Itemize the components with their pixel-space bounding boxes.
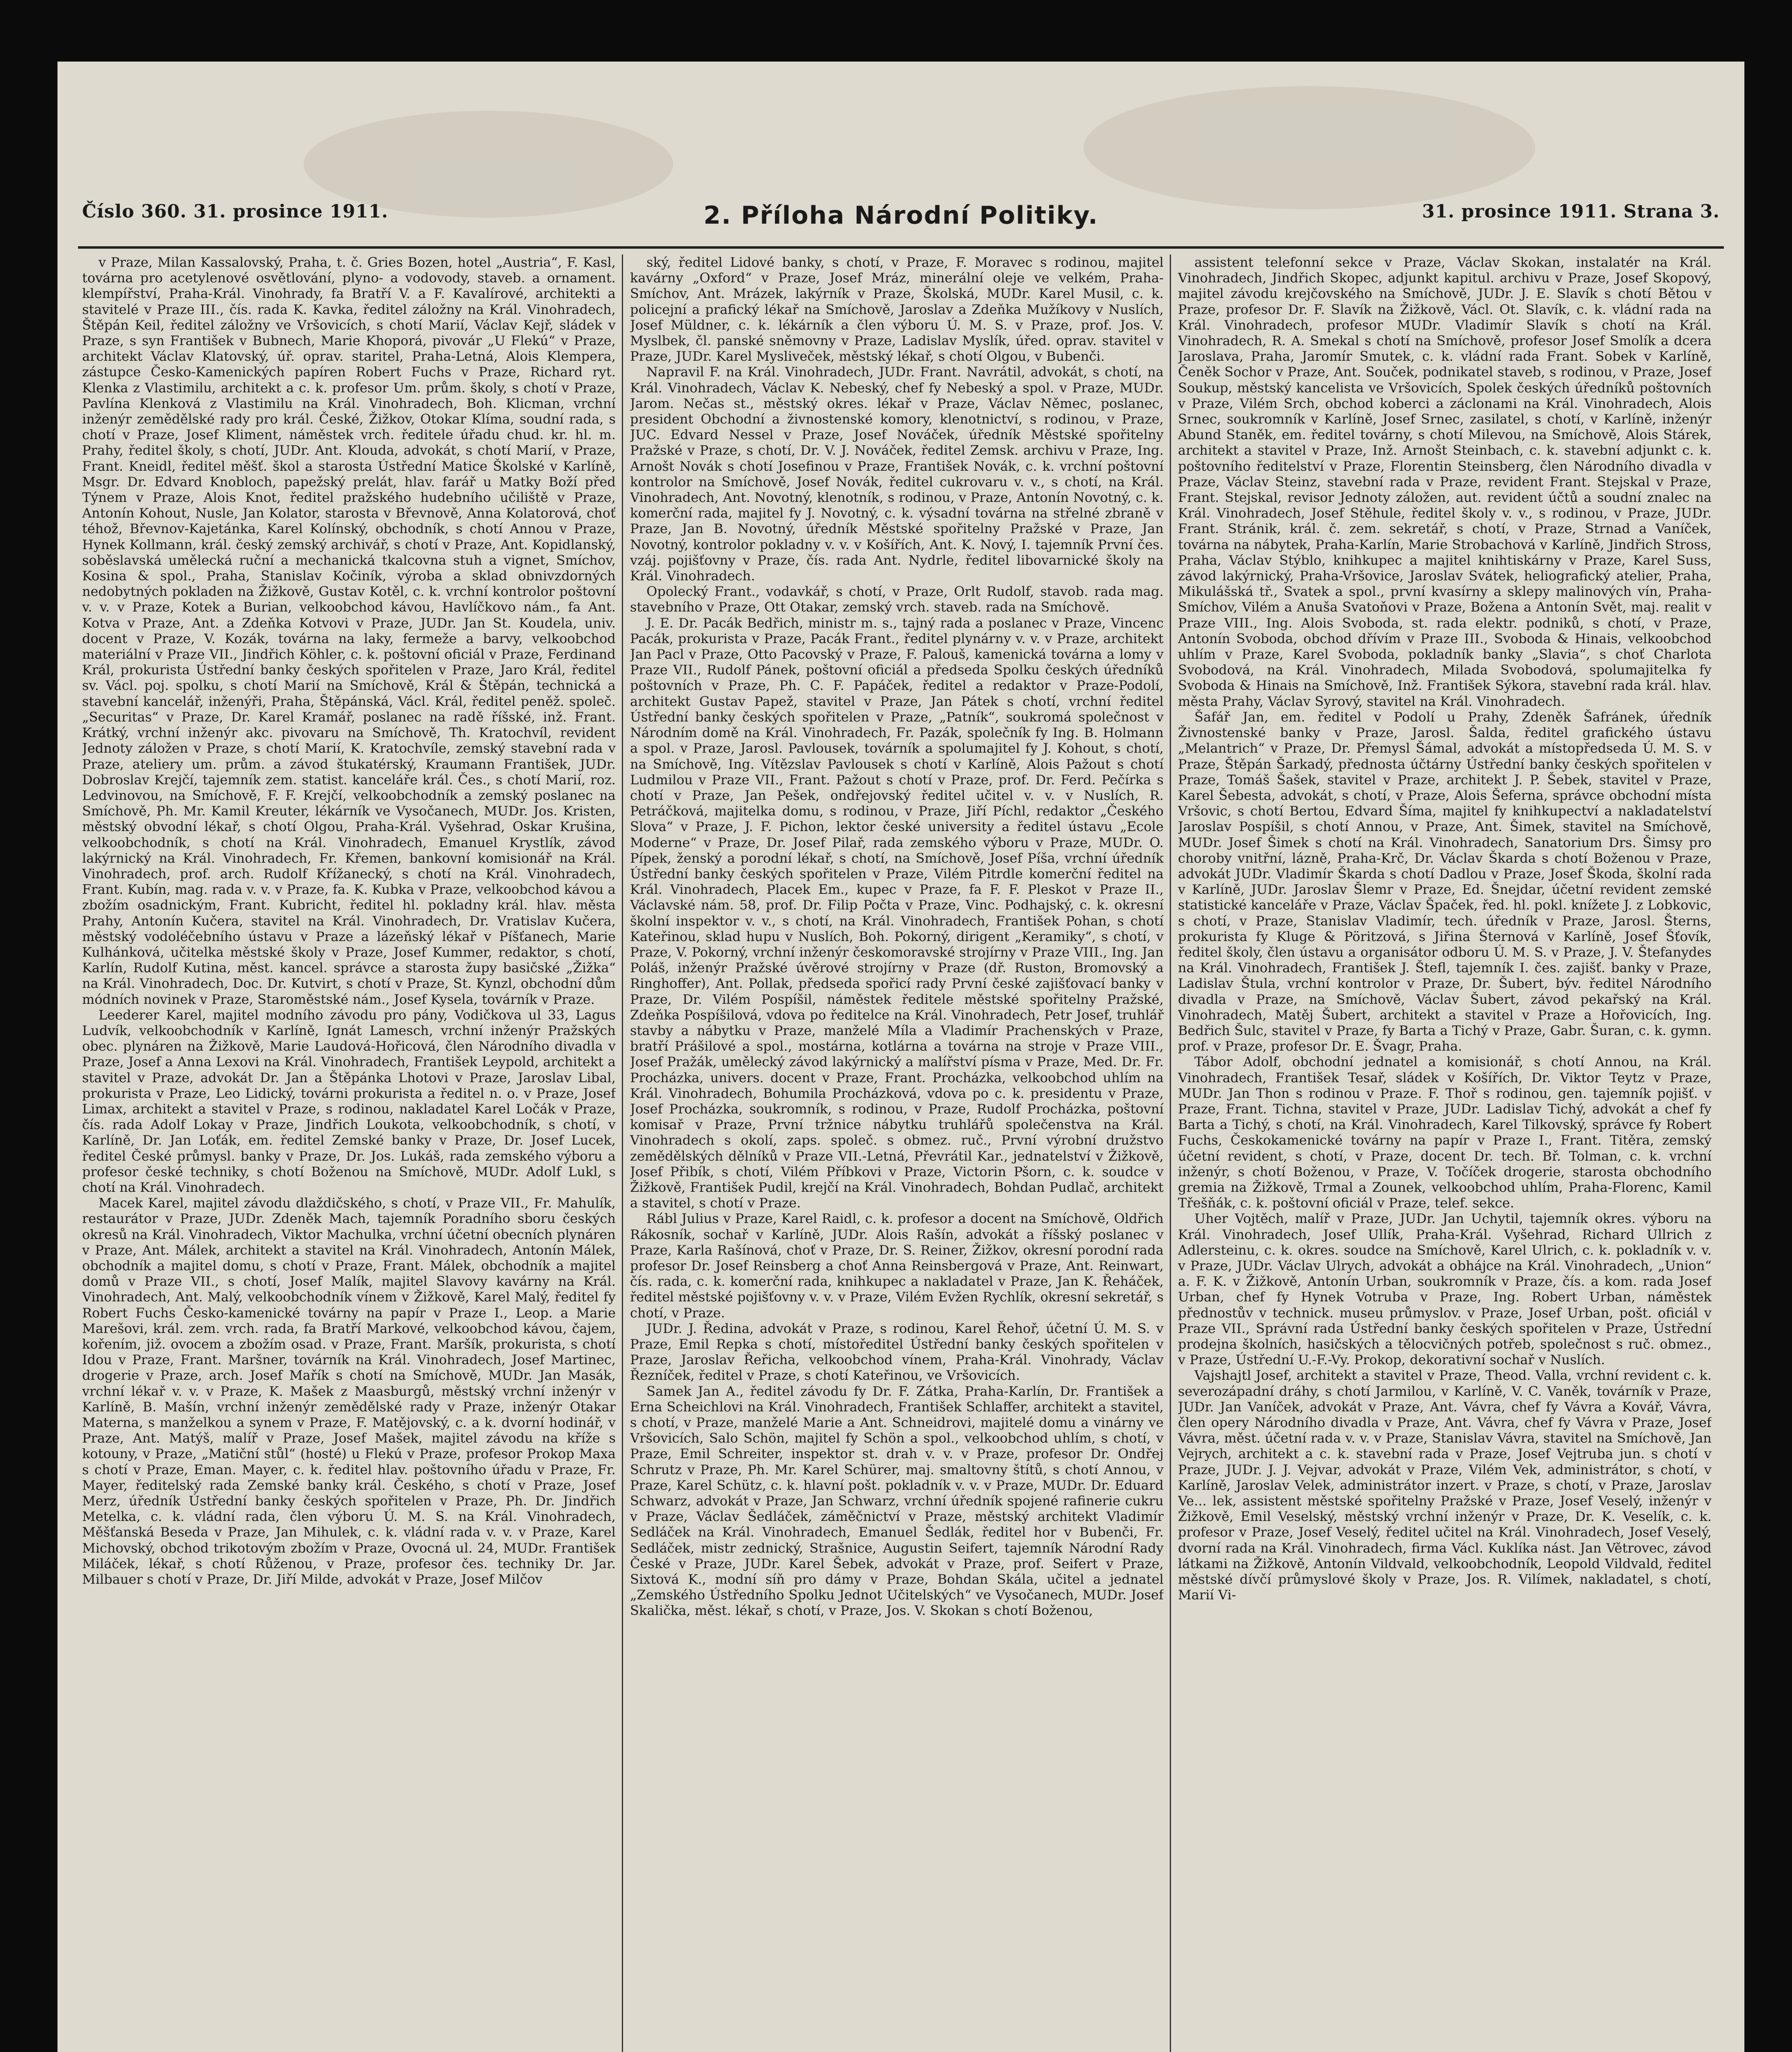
text-column-2 (630, 254, 1164, 2052)
date-page-number: 31. prosince 1911. Strana 3. (1422, 201, 1720, 222)
column-paragraph: Leederer Karel, majitel modního závodu pro pány, Vodičkova ul 33, Lagus Ludvík, velkoobchodník v Karlíně, Ignát Lamesch, vrchní inženýr Pražských obec. plynáren na Žižkově, Marie Laudová-Hořicová, člen Národního divadla v Praze, Josef a Anna Lexovi na Král. Vinohradech, František Leypold, architekt a stavitel v Praze, advokát Dr. Jan a Štěpánka Lhotovi v Praze, Jaroslav Libal, prokurista v Praze, Leo Lidický, továrni prokurista a ředitel n. o. v Praze, Josef Limax, architekt a stavitel v Praze, s rodinou, nakladatel Karel Ločák v Praze, čís. rada Adolf Lokay v Praze, Jindřich Loukota, velkoobchodník, s chotí, v Karlíně, Dr. Jan Loťák, em. ředitel Zemské banky v Praze, Dr. Josef Lucek, ředitel České průmysl. banky v Praze, Dr. Jos. Lukáš, rada zemského výboru a profesor české techniky, s chotí Boženou na Smíchově, MUDr. Adolf Lukl, s chotí na Král. Vinohradech. (82, 1007, 616, 1195)
text-column-3 (1178, 254, 1712, 2052)
column-paragraph: assistent telefonní sekce v Praze, Václav Skokan, instalatér na Král. Vinohradech, Jindřich Skopec, adjunkt kapitul. archivu v Praze, Josef Skopový, majitel závodu krejčovského na Smíchově, JUDr. J. E. Slavík s chotí Bětou v Praze, profesor Dr. F. Slavík na Žižkově, Václ. Ot. Slavík, c. k. vládní rada na Král. Vinohradech, profesor MUDr. Vladimír Slavík s chotí na Král. Vinohradech, R. A. Smekal s chotí na Smíchově, profesor Josef Smolík a dcera Jaroslava, Praha, Jaromír Smutek, c. k. vládní rada Frant. Sobek v Karlíně, Čeněk Sochor v Praze, Ant. Souček, podnikatel staveb, s rodinou, v Praze, Josef Soukup, městský kancelista ve Vršovicích, Spolek českých úředníků poštovních v Praze, Vilém Srch, obchod koberci a záclonami na Král. Vinohradech, Alois Srnec, soukromník v Karlíně, Josef Srnec, zasilatel, s chotí, v Karlíně, inženýr Abund Staněk, em. ředitel továrny, s chotí Milevou, na Smíchově, Alois Stárek, architekt a stavitel v Praze, Inž. Arnošt Steinbach, c. k. stavební adjunkt c. k. poštovního ředitelství v Praze, Florentin Steinsberg, člen Národního divadla v Praze, Václav Steinz, stavební rada v Praze, revident Frant. Stejskal v Praze, Frant. Stejskal, revisor Jednoty záložen, aut. revident účtů a soudní znalec na Král. Vinohradech, Josef Stěhule, ředitel školy v. v., s rodinou, v Praze, JUDr. Frant. Stránik, král. č. zem. sekretář, s chotí, v Praze, Strnad a Vaníček, továrna na nábytek, Praha-Karlín, Marie Strobachová v Karlíně, Jindřich Stross, Praha, Václav Stýblo, knihkupec a majitel knihtiskárny v Praze, Karel Suss, závod lakýrnický, Praha-Vršovice, Jaroslav Svátek, heliografický atelier, Praha, Mikulášská tř., Svatek a spol., první kvasírny a sklepy malinových vín, Praha-Smíchov, Vilém a Anuša Svatoňovi v Praze, Božena a Antonín Svět, maj. realit v Praze VIII., Ing. Alois Svoboda, st. rada elektr. podniků, s chotí, v Praze, Antonín Svoboda, obchod dřívím v Praze III., Svoboda & Hinais, velkoobchod uhlím v Praze, Karel Svoboda, pokladník banky „Slavia“, s choť Charlota Svobodová, na Král. Vinohradech, Milada Svobodová, spolumajitelka fy Svoboda & Hinais na Smíchově, Inž. František Sýkora, stavební rada král. hlav. města Prahy, Václav Syrový, stavitel na Král. Vinohradech. (1178, 254, 1712, 709)
column-paragraph: Macek Karel, majitel závodu dlaždičského, s chotí, v Praze VII., Fr. Mahulík, restaurátor v Praze, JUDr. Zdeněk Mach, tajemník Poradního sboru českých okresů na Král. Vinohradech, Viktor Machulka, vrchní účetní obecních plynáren v Praze, Ant. Málek, architekt a stavitel na Král. Vinohradech, Antonín Málek, obchodník a majitel domu, s chotí v Praze, Frant. Málek, obchodník a majitel domů v Praze VII., s chotí, Josef Malík, majitel Slavovy kavárny na Král. Vinohradech, Ant. Malý, velkoobchodník vínem v Žižkově, Karel Malý, ředitel fy Robert Fuchs Česko-kamenické továrny na papír v Praze I., Leop. a Marie Marešovi, král. zem. vrch. rada, fa Bratří Markové, velkoobchod kávou, čajem, kořením, již. ovocem a zbožím osad. v Praze, Frant. Maršík, prokurista, s chotí Idou v Praze, Frant. Maršner, továrník na Král. Vinohradech, Josef Martinec, drogerie v Praze, arch. Josef Mařík s chotí na Smíchově, MUDr. Jan Masák, vrchní lékař v. v. v Praze, K. Mašek z Maasburgů, městský vrchní inženýr v Karlíně, B. Mašín, vrchní inženýr zemědělské rady v Praze, inženýr Otakar Materna, s manželkou a synem v Praze, F. Matějovský, c. a k. dvorní hodinář, v Praze, Ant. Matýš, malíř v Praze, Josef Mašek, majitel závodu na kříže s kotouny, v Praze, „Matiční stůl“ (hosté) u Flekú v Praze, profesor Prokop Maxa s chotí v Praze, Eman. Mayer, c. k. ředitel hlav. poštovního úřadu v Praze, Fr. Mayer, ředitelský rada Zemské banky král. Českého, s chotí v Praze, Josef Merz, úředník Ústřední banky českých spořitelen v Praze, Ph. Dr. Jindřich Metelka, c. k. vládní rada, člen výboru Ú. M. S. na Král. Vinohradech, Měšťanská Beseda v Praze, Jan Mihulek, c. k. vládní rada v. v. v Praze, Karel Michovský, obchod trikotovým zbožím v Praze, Ovocná ul. 24, MUDr. František Miláček, lékař, s chotí Růženou, v Praze, profesor čes. techniky Dr. Jar. Milbauer s chotí v Praze, Dr. Jiří Milde, advokát v Praze, Josef Milčov (82, 1195, 616, 1587)
column-paragraph: Napravil F. na Král. Vinohradech, JUDr. Frant. Navrátil, advokát, s chotí, na Král. Vinohradech, Václav K. Nebeský, chef fy Nebeský a spol. v Praze, MUDr. Jarom. Nečas st., městský okres. lékař v Praze, Václav Němec, poslanec, president Obchodní a živnostenské komory, klenotnictví, s rodinou, v Praze, JUC. Edvard Nessel v Praze, Josef Nováček, úředník Městské spořitelny Pražské v Praze, s chotí, Dr. V. J. Nováček, ředitel Zemsk. archivu v Praze, Ing. Arnošt Novák s chotí Josefinou v Praze, František Novák, c. k. vrchní poštovní kontrolor na Smíchově, Josef Novák, ředitel cukrovaru v. v., s chotí, na Král. Vinohradech, Ant. Novotný, klenotník, s rodinou, v Praze, Antonín Novotný, c. k. komerční rada, majitel fy J. Novotný, c. k. výsadní továrna na střelné zbraně v Praze, Jan B. Novotný, úředník Městské spořitelny Pražské v Praze, Jan Novotný, kontrolor pokladny v. v. v Košířích, Ant. K. Nový, I. tajemník První čes. vzáj. pojišťovny v Praze, čís. rada Ant. Nydrle, ředitel libovarnické školy na Král. Vinohradech. (630, 364, 1164, 584)
header-rule (78, 246, 1724, 249)
column-paragraph: v Praze, Milan Kassalovský, Praha, t. č. Gries Bozen, hotel „Austria“, F. Kasl, továrna pro acetylenové osvětlování, plyno- a vodovody, staveb. a ornament. klempířství, Praha-Král. Vinohrady, fa Bratří V. a F. Kavalírové, architekti a stavitelé v Praze III., čís. rada K. Kavka, ředitel záložny na Král. Vinohradech, Štěpán Keil, ředitel záložny ve Vršovicích, s chotí Marií, Václav Kejř, sládek v Praze, s syn František v Bubnech, Marie Khoporá, pivovár „U Flekú“ v Praze, architekt Václav Klatovský, úř. oprav. staritel, Praha-Letná, Alois Klempera, zástupce Česko-Kamenických papíren Robert Fuchs v Praze, Richard ryt. Klenka z Vlastimilu, architekt a c. k. profesor Um. prům. školy, s chotí v Praze, Pavlína Klenková z Vlastimilu na Král. Vinohradech, Boh. Klicman, vrchní inženýr zemědělské rady pro král. České, Žižkov, Otokar Klíma, soudní rada, s chotí v Praze, Josef Kliment, náměstek vrch. ředitele úřadu chud. kr. hl. m. Prahy, ředitel školy, s chotí, JUDr. Ant. Klouda, advokát, s chotí Marií, v Praze, Frant. Kneidl, ředitel měšť. škol a starosta Ústřední Matice Školské v Karlíně, Msgr. Dr. Edvard Knobloch, papežský prelát, hlav. farář u Matky Boží před Týnem v Praze, Alois Knot, ředitel pražského hudebního učiliště v Praze, Antonín Kohout, Nusle, Jan Kolator, starosta v Břevnově, Anna Kolatorová, choť téhož, Břevnov-Kajetánka, Karel Kolínský, obchodník, s chotí Annou v Praze, Hynek Kollmann, král. český zemský archivář, s chotí v Praze, Ant. Kopidlanský, soběslavská umělecká ruční a mechanická tkalcovna stuh a vignet, Smíchov, Kosina & spol., Praha, Stanislav Kočiník, výroba a sklad obnivzdorných nedobytných pokladen na Žižkově, Gustav Kotěl, c. k. vrchní kontrolor poštovní v. v. v Praze, Kotek a Burian, velkoobchod kávou, Havlíčkovo nám., fa Ant. Kotva v Praze, Ant. a Zdeňka Kotvovi v Praze, JUDr. Jan St. Koudela, univ. docent v Praze, V. Kozák, továrna na laky, fermeže a barvy, velkoobchod materiální v Praze VII., Jindřich Köhler, c. k. poštovní oficiál v Praze, Ferdinand Král, prokurista Ústřední banky českých spořitelen v Praze, Jaro Král, ředitel sv. Václ. poj. spolku, s chotí Marií na Smíchově, Král & Štěpán, technická a stavební kancelář, inženýři, Praha, Štěpánská, Václ. Král, ředitel peněž. společ. „Securitas“ v Praze, Dr. Karel Kramář, poslanec na radě říšské, inž. Frant. Krátký, vrchní inženýr akc. pivovaru na Smíchově, Th. Kratochvíl, revident Jednoty záložen v Praze, s chotí Marií, K. Kratochvíle, zemský stavební rada v Praze, ateliery um. prům. a závod štukatérský, Kraumann František, JUDr. Dobroslav Krejčí, tajemník zem. statist. kanceláře král. Čes., s chotí Marií, roz. Ledvinovou, na Smíchově, F. F. Krejčí, velkoobchodník a zemský poslanec na Smíchově, Ph. Mr. Kamil Kreuter, lékárník ve Vysočanech, MUDr. Jos. Kristen, městský obvodní lékař, s chotí Olgou, Praha-Král. Vyšehrad, Oskar Krušina, velkoobchodník, s chotí na Král. Vinohradech, Emanuel Krystlík, závod lakýrnický na Král. Vinohradech, Fr. Křemen, bankovní komisionář na Král. Vinohradech, prof. arch. Rudolf Křížanecký, s chotí na Král. Vinohradech, Frant. Kubín, mag. rada v. v. v Praze, fa. K. Kubka v Praze, velkoobchod kávou a zbožím osadnickým, Frant. Kubricht, ředitel hl. pokladny král. hlav. města Prahy, Antonín Kučera, stavitel na Král. Vinohradech, Dr. Vratislav Kučera, městský vodoléčebního ústavu v Praze a lázeňský lékař v Píšťanech, Marie Kulhánková, učitelka městské školy v Praze, Josef Kummer, redaktor, s chotí, Karlín, Rudolf Kutina, měst. kancel. správce a starosta župy basičské „Žižka“ na Král. Vinohradech, Doc. Dr. Kutvirt, s chotí v Praze, St. Kynzl, obchodní dům módních novinek v Praze, Staroměstské nám., Josef Kysela, továrník v Praze. (82, 254, 616, 1007)
column-paragraph: Vajshajtl Josef, architekt a stavitel v Praze, Theod. Valla, vrchní revident c. k. severozápadní dráhy, s chotí Jarmilou, v Karlíně, V. C. Vaněk, továrník v Praze, JUDr. Jan Vaníček, advokát v Praze, Ant. Vávra, chef fy Vávra a Kovář, Vávra, člen opery Národního divadla v Praze, Ant. Vávra, chef fy Vávra v Praze, Josef Vávra, měst. účetní rada v. v. v Praze, Stanislav Vávra, stavitel na Smíchově, Jan Vejrych, architekt a c. k. stavební rada v Praze, Josef Vejtruba jun. s chotí v Praze, JUDr. J. J. Vejvar, advokát v Praze, Vilém Vek, administrátor, s chotí, v Karlíně, Jaroslav Velek, administrátor inzert. v Praze, s chotí, v Praze, Jaroslav Ve... lek, assistent městské spořitelny Pražské v Praze, Josef Veselý, inženýr v Žižkově, Emil Veselský, městský vrchní inženýr v Praze, Dr. K. Veselík, c. k. profesor v Praze, Josef Veselý, ředitel učitel na Král. Vinohradech, Josef Veselý, dvorní rada na Král. Vinohradech, firma Václ. Kuklíka nást. Jan Větrovec, závod látkami na Žižkově, Antonín Vildvald, velkoobchodník, Leopold Vildvald, ředitel městské dívčí průmyslové školy v Praze, Jos. R. Vilímek, nakladatel, s chotí, Marií Vi- (1178, 1367, 1712, 1603)
column-paragraph: J. E. Dr. Pacák Bedřich, ministr m. s., tajný rada a poslanec v Praze, Vincenc Pacák, prokurista v Praze, Pacák Frant., ředitel plynárny v. v. v Praze, architekt Jan Pacl v Praze, Otto Pacovský v Praze, F. Palouš, kamenická továrna a lomy v Praze VII., Rudolf Pánek, poštovní oficiál a předseda Spolku českých úředníků poštovních v Praze, Ph. C. F. Papáček, ředitel a redaktor v Praze-Podolí, architekt Gustav Papež, stavitel v Praze, Jan Pátek s chotí, vrchní ředitel Ústřední banky českých spořitelen v Praze, „Patník“, soukromá společnost v Národním domě na Král. Vinohradech, Fr. Pazák, společník fy Ing. B. Holmann a spol. v Praze, Jarosl. Pavlousek, továrník a spolumajitel fy J. Kohout, s chotí, na Smíchově, Ing. Vítězslav Pavlousek s chotí v Karlíně, Alois Pažout s chotí Ludmilou v Praze VII., Frant. Pažout s chotí v Praze, prof. Dr. Ferd. Pečírka s chotí v Praze, Jan Pešek, ondřejovský ředitel učitel v. v. v Nuslích, R. Petráčková, majitelka domu, s rodinou, v Praze, Jiří Píchl, redaktor „Českého Slova“ v Praze, J. F. Pichon, lektor české university a ředitel ústavu „Ecole Moderne“ v Praze, Dr. Josef Pilař, rada zemského výboru v Praze, MUDr. O. Pípek, ženský a porodní lékař, s chotí, na Smíchově, Josef Píša, vrchní úředník Ústřední banky českých spořitelen v Praze, Vilém Pitrdle komerční ředitel na Král. Vinohradech, Placek Em., kupec v Praze, fa F. F. Pleskot v Praze II., Václavské nám. 58, prof. Dr. Filip Počta v Praze, Vinc. Podhajský, c. k. okresní školní inspektor v. v., s chotí, na Král. Vinohradech, František Pohan, s chotí Kateřinou, sklad hupu v Nuslích, Boh. Pokorný, dirigent „Keramiky“, s chotí, v Praze, V. Pokorný, vrchní inženýr českomoravské strojírny v Praze VIII., Ing. Jan Poláš, inženýr Pražské úvěrové strojírny v Praze (dř. Ruston, Bromovský a Ringhoffer), Ant. Pollak, předseda spořicí rady První české zajišťovací banky v Praze, Dr. Vilém Pospíšil, náměstek ředitele městské spořitelny Pražské, Zdeňka Pospíšilová, vdova po ředitelce na Král. Vinohradech, Petr Josef, truhlář stavby a nábytku v Praze, manželé Míla a Vladimír Prachenských v Praze, bratří Prášilové a spol., mostárna, kotlárna a továrna na stroje v Praze VIII., Josef Pražák, umělecký závod lakýrnický a malířství písma v Praze, Med. Dr. Fr. Procházka, univers. docent v Praze, Frant. Procházka, velkoobchod uhlím na Král. Vinohradech, Bohumila Procházková, vdova po c. k. presidentu v Praze, Josef Procházka, soukromník, s rodinou, v Praze, Rudolf Procházka, poštovní komisař v Praze, První tržnice nábytku truhlářů společenstva na Král. Vinohradech s okolí, zaps. společ. s obmez. ruč., První výrobní družstvo zemědělských dělníků v Praze VII.-Letná, Převrátil Kar., jednatelství v Žižkově, Josef Přibík, s chotí, Vilém Příbkovi v Praze, Victorin Pšorn, c. k. soudce v Žižkově, František Pudil, krejčí na Král. Vinohradech, Bohdan Pudlač, architekt a stavitel, s chotí v Praze. (630, 615, 1164, 1211)
text-column-1 (82, 254, 616, 2052)
column-paragraph: Opolecký Frant., vodavkář, s chotí, v Praze, Orlt Rudolf, stavob. rada mag. stavebního v Praze, Ott Otakar, zemský vrch. staveb. rada na Smíchově. (630, 584, 1164, 615)
paper-stain (1084, 86, 1535, 209)
column-paragraph: Šafář Jan, em. ředitel v Podolí u Prahy, Zdeněk Šafránek, úředník Živnostenské banky v Praze, Jarosl. Šalda, ředitel grafického ústavu „Melantrich“ v Praze, Dr. Přemysl Šámal, advokát a místopředseda Ú. M. S. v Praze, Štěpán Šarkadý, přednosta účtárny Ústřední banky českých spořitelen v Praze, Tomáš Šašek, stavitel v Praze, architekt J. P. Šebek, stavitel v Praze, Karel Šebesta, advokát, s chotí, v Praze, Alois Šeferna, správce obchodní místa Vršovic, s chotí Bertou, Edvard Šíma, majitel fy knihkupectví a nakladatelství Jaroslav Pospíšil, s chotí Annou, v Praze, Ant. Šimek, stavitel na Smíchově, MUDr. Josef Šimek s chotí na Král. Vinohradech, Sanatorium Drs. Šimsy pro choroby vnitřní, lázně, Praha-Krč, Dr. Václav Škarda s chotí Boženou v Praze, advokát JUDr. Vladimír Škarda s chotí Dadlou v Praze, Josef Škoda, školní rada v Karlíně, JUDr. Jaroslav Šlemr v Praze, Ed. Šnejdar, účetní revident zemské statistické kanceláře v Praze, Václav Špaček, řed. hl. pokl. knížete J. z Lobkovic, s chotí, v Praze, Stanislav Vladimír, tech. úředník v Praze, Jarosl. Šterns, prokurista fy Kluge & Pöritzová, s Jiřina Šternová v Karlíně, Josef Šťovík, ředitel školy, člen ústavu a organisátor odboru Ú. M. S. v Praze, J. V. Štefanydes na Král. Vinohradech, František J. Štefl, tajemník I. čes. zajišť. banky v Praze, Ladislav Štula, vrchní kontrolor v Praze, Dr. Šubert, býv. ředitel Národního divadla v Praze, na Smíchově, Václav Šubert, závod pekařský na Král. Vinohradech, Matěj Šubert, architekt a stavitel v Praze a Hořovicích, Ing. Bedřich Šulc, stavitel v Praze, fy Barta a Tichý v Praze, Gabr. Šuran, c. k. gymn. prof. v Praze, profesor Dr. E. Švagr, Praha. (1178, 709, 1712, 1054)
column-paragraph: Tábor Adolf, obchodní jednatel a komisionář, s chotí Annou, na Král. Vinohradech, František Tesař, sládek v Košířích, Dr. Viktor Teytz v Praze, MUDr. Jan Thon s rodinou v Praze. F. Thoř s rodinou, gen. tajemník pojišť. v Praze, Frant. Tichna, stavitel v Praze, JUDr. Ladislav Tichý, advokát a chef fy Barta a Tichý, s chotí, na Král. Vinohradech, Karel Tilkovský, správce fy Robert Fuchs, Českokamenické továrny na papír v Praze I., Frant. Titěra, zemský účetní revident, s chotí, v Praze, docent Dr. tech. Bř. Tolman, c. k. vrchní inženýr, s chotí Boženou, v Praze, V. Točíček drogerie, starosta obchodního gremia na Žižkově, Trmal a Zounek, velkoobchod uhlím, Praha-Florenc, Kamil Třešňák, c. k. poštovní oficiál v Praze, telef. sekce. (1178, 1054, 1712, 1211)
column-divider (622, 254, 623, 2052)
column-paragraph: Uher Vojtěch, malíř v Praze, JUDr. Jan Uchytil, tajemník okres. výboru na Král. Vinohradech, Josef Ullík, Praha-Král. Vyšehrad, Richard Ullrich z Adlersteinu, c. k. okres. soudce na Smíchově, Karel Ulrich, c. k. pokladník v. v. v Praze, JUDr. Václav Ulrych, advokát a obhájce na Král. Vinohradech, „Union“ a. F. K. v Žižkově, Antonín Urban, soukromník v Praze, čís. a kom. rada Josef Urban, chef fy Hynek Votruba v Praze, Ing. Robert Urban, náměstek přednostův v technick. museu průmyslov. v Praze, Josef Urban, pošt. oficiál v Praze VII., Správní rada Ústřední banky českých spořitelen v Praze, Ústřední prodejna školních, hasičských a tělocvičných potřeb, společnost s ruč. obmez., v Praze, Ústřední U.-F.-Vy. Prokop, dekorativní sochař v Nuslích. (1178, 1211, 1712, 1368)
column-paragraph: Samek Jan A., ředitel závodu fy Dr. F. Zátka, Praha-Karlín, Dr. František a Erna Scheichlovi na Král. Vinohradech, František Schlaffer, architekt a stavitel, s chotí, v Praze, manželé Marie a Ant. Schneidrovi, majitelé domu a vinárny ve Vršovicích, Salo Schön, majitel fy Schön a spol., velkoobchod uhlím, s chotí, v Praze, Emil Schreiter, inspektor st. drah v. v. v Praze, profesor Dr. Ondřej Schrutz v Praze, Ph. Mr. Karel Schürer, maj. smaltovny štítů, s chotí Annou, v Praze, Karel Schütz, c. k. hlavní pošt. pokladník v. v. v Praze, MUDr. Dr. Eduard Schwarz, advokát v Praze, Jan Schwarz, vrchní úředník spojené rafinerie cukru v Praze, Václav Šedláček, záměčnictví v Praze, městský architekt Vladimír Sedláček na Král. Vinohradech, Emanuel Šedlák, ředitel hor v Bubenči, Fr. Sedláček, mistr zednický, Strašnice, Augustin Seifert, tajemník Národní Rady České v Praze, JUDr. Karel Šebek, advokát v Praze, prof. Seifert v Praze, Sixtová K., modní síň pro dámy v Praze, Bohdan Skála, učitel a jednatel „Zemského Ústředního Spolku Jednot Učitelských“ ve Vysočanech, MUDr. Josef Skalička, měst. lékař, s chotí, v Praze, Jos. V. Skokan s chotí Boženou, (630, 1383, 1164, 1619)
column-paragraph: ský, ředitel Lidové banky, s chotí, v Praze, F. Moravec s rodinou, majitel kavárny „Oxford“ v Praze, Josef Mráz, minerální oleje ve velkém, Praha-Smíchov, Ant. Mrázek, lakýrník v Praze, Školská, MUDr. Karel Musil, c. k. policejní a prafický lékař na Smíchově, Jaroslav a Zdeňka Mužíkovy v Nuslích, Josef Müldner, c. k. lékárník a člen výboru Ú. M. S. v Praze, prof. Jos. V. Myslbek, čl. panské sněmovny v Praze, Ladislav Myslík, úřed. oprav. stavitel v Praze, JUDr. Karel Mysliveček, městský lékař, s chotí Olgou, v Bubenči. (630, 254, 1164, 364)
column-paragraph: Rábl Julius v Praze, Karel Raidl, c. k. profesor a docent na Smíchově, Oldřich Rákosník, sochař v Karlíně, JUDr. Alois Rašín, advokát a říšský poslanec v Praze, Karla Rašínová, choť v Praze, Dr. S. Reiner, Žižkov, okresní porodní rada profesor Dr. Josef Reinsberg a choť Anna Reinsbergová v Praze, Ant. Reinwart, čís. rada, c. k. komerční rada, knihkupec a nakladatel v Praze, Jan K. Řeháček, ředitel městské pojišťovny v. v. v Praze, Vilém Evžen Rychlík, okresní sekretář, s chotí, v Praze. (630, 1211, 1164, 1321)
masthead (82, 197, 1720, 246)
column-divider (1170, 254, 1171, 2052)
supplement-title: 2. Příloha Národní Politiky. (704, 201, 1098, 230)
column-paragraph: JUDr. J. Ředina, advokát v Praze, s rodinou, Karel Řehoř, účetní Ú. M. S. v Praze, Emil Repka s chotí, místoředitel Ústřední banky českých spořitelen v Praze, Jaroslav Řeřicha, velkoobchod vínem, Praha-Král. Vinohrady, Václav Řezníček, ředitel v Praze, s chotí Kateřinou, ve Vršovicích. (630, 1320, 1164, 1383)
issue-number-date: Číslo 360. 31. prosince 1911. (82, 201, 388, 222)
newspaper-page (57, 62, 1744, 2052)
